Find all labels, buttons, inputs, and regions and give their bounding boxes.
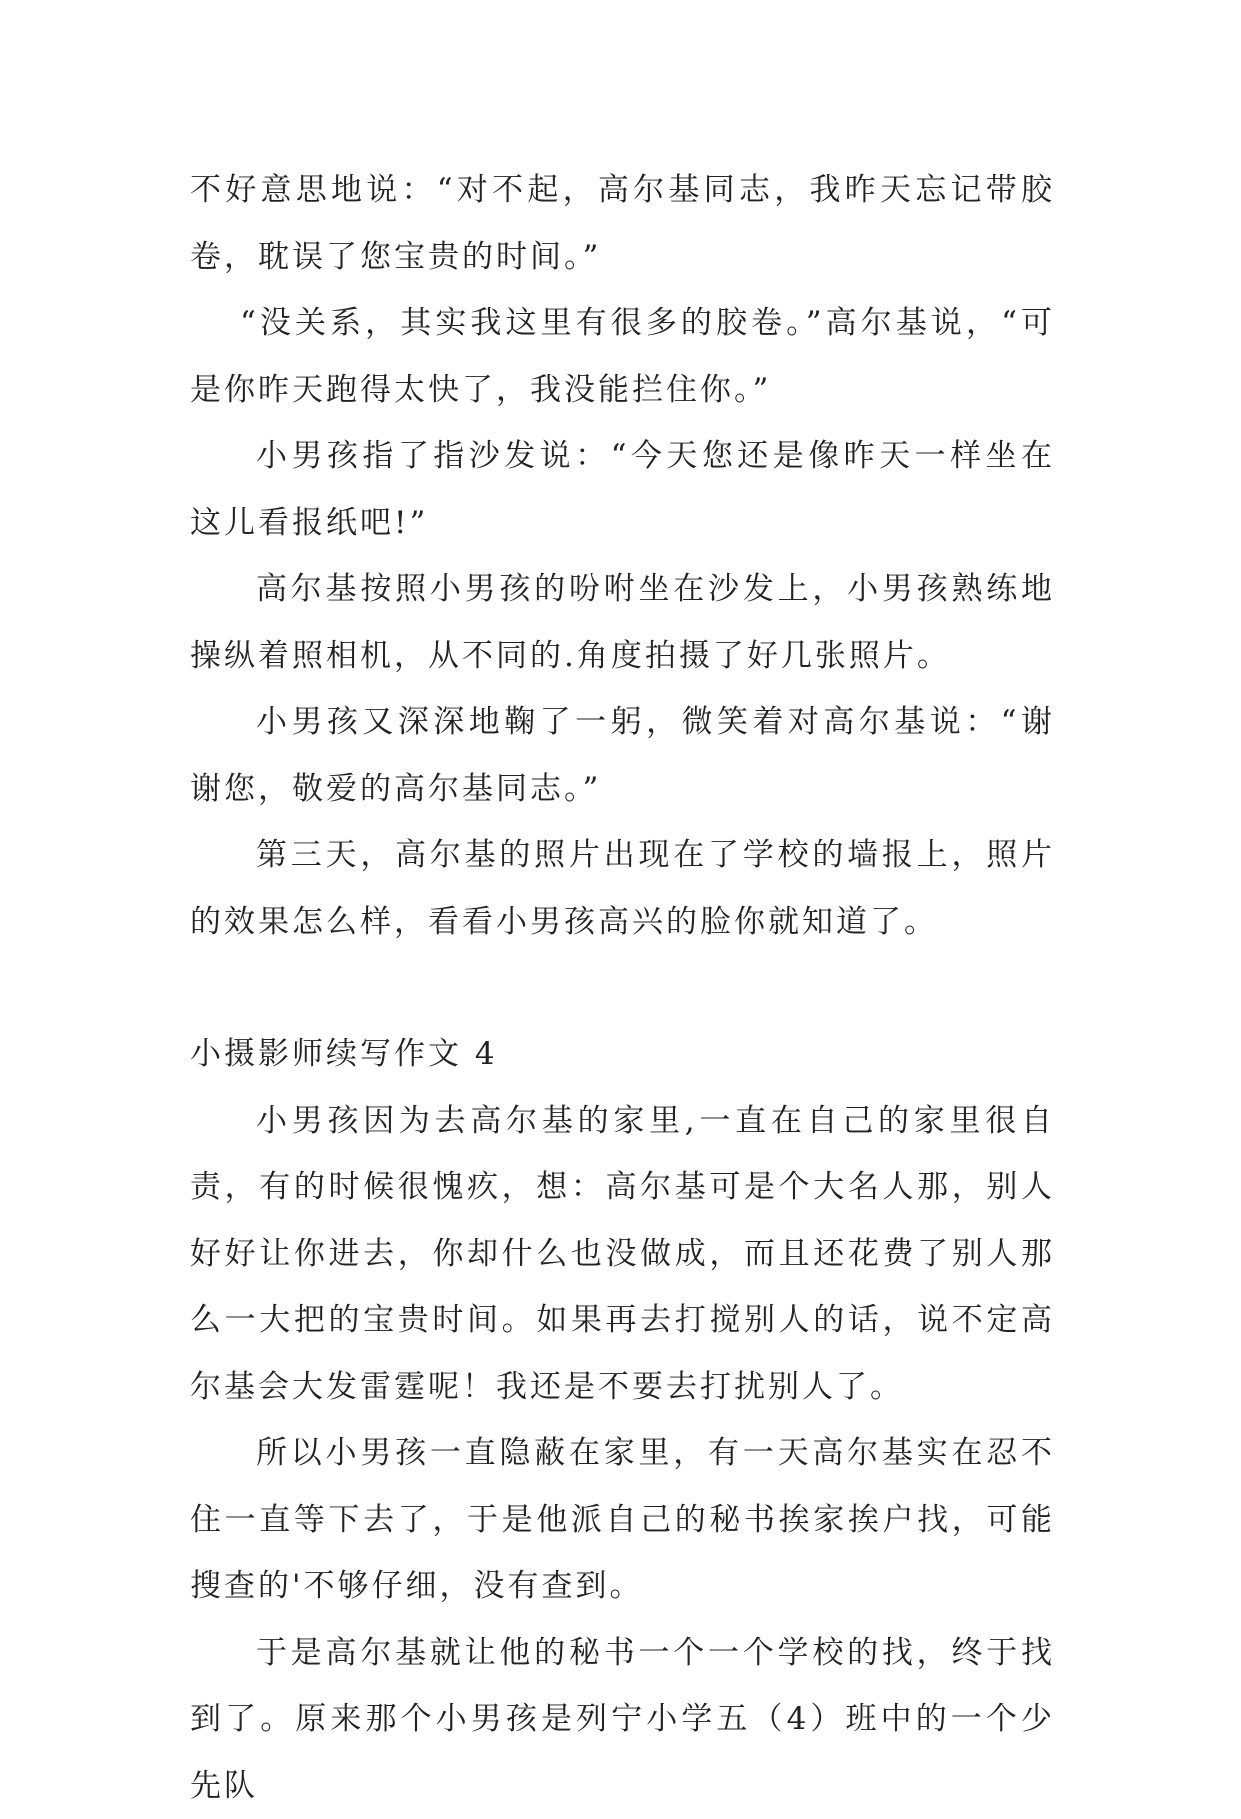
paragraph: 小男孩指了指沙发说：“今天您还是像昨天一样坐在这儿看报纸吧!” — [190, 423, 1055, 556]
paragraph: 于是高尔基就让他的秘书一个一个学校的找，终于找到了。原来那个小男孩是列宁小学五（4）班中的一个少先队 — [190, 1620, 1055, 1819]
paragraph: 小男孩因为去高尔基的家里,一直在自己的家里很自责，有的时候很愧疚，想：高尔基可是个大名人那，别人好好让你进去，你却什么也没做成，而且还花费了别人那么一大把的宝贵时间。如果再去打搅别人的话，说不定高尔基会大发雷霆呢！我还是不要去打扰别人了。 — [190, 1088, 1055, 1421]
body-text — [190, 157, 1055, 1819]
paragraph: 小男孩又深深地鞠了一躬，微笑着对高尔基说：“谢谢您，敬爱的高尔基同志。” — [190, 689, 1055, 822]
paragraph: 不好意思地说：“对不起，高尔基同志，我昨天忘记带胶卷，耽误了您宝贵的时间。” — [190, 157, 1055, 290]
section-heading: 小摄影师续写作文 4 — [190, 1021, 1055, 1088]
paragraph: 第三天，高尔基的照片出现在了学校的墙报上，照片的效果怎么样，看看小男孩高兴的脸你就知道了。 — [190, 822, 1055, 955]
paragraph: “没关系，其实我这里有很多的胶卷。”高尔基说，“可是你昨天跑得太快了，我没能拦住你。” — [190, 290, 1055, 423]
paragraph: 所以小男孩一直隐蔽在家里，有一天高尔基实在忍不住一直等下去了，于是他派自己的秘书挨家挨户找，可能搜查的'不够仔细，没有查到。 — [190, 1420, 1055, 1620]
paragraph: 高尔基按照小男孩的吩咐坐在沙发上，小男孩熟练地操纵着照相机，从不同的.角度拍摄了好几张照片。 — [190, 556, 1055, 689]
